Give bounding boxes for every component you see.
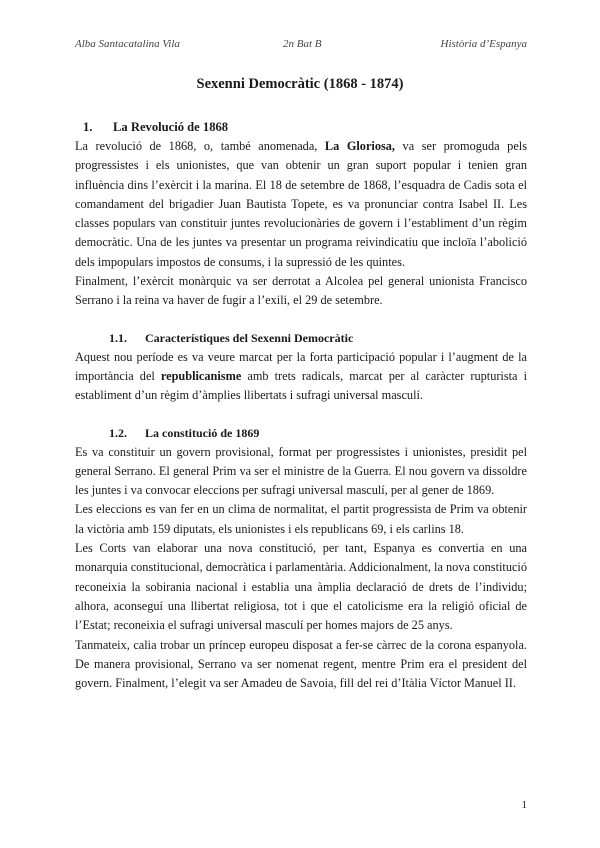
subsection-title: La constitució de 1869 xyxy=(145,425,260,440)
paragraph xyxy=(75,137,527,272)
paragraph: Tanmateix, calia trobar un príncep europeu disposat a fer-se càrrec de la corona espanyola. De manera provisional, Serrano va ser nomenat regent, mentre Prim era el president del govern. Finalment, l’elegit va ser Amadeu de Savoia, fill del rei d’Itàlia Víctor Manuel II. xyxy=(75,637,527,691)
subsection-number: 1.2. xyxy=(109,425,127,440)
paragraph: Les Corts van elaborar una nova constitució, per tant, Espanya es convertia en una monarquia constitucional, democràtica i parlamentària. Addicionalment, la nova constitució reconeixia la sobirania nacional i establia una àmplia declaració de drets de l’individu; alhora, aconseguí una llibertat religiosa, tot i que el catolicisme era la religió oficial de l’Estat; reconeixia el sufragi universal masculí per homes majors de 25 anys. xyxy=(75,541,527,633)
header-author: Alba Santacatalina Vila xyxy=(75,38,180,50)
header-course: 2n Bat B xyxy=(283,38,322,50)
page-header xyxy=(75,38,527,52)
paragraph: Es va constituir un govern provisional, format per progressistes i unionistes, presidit pel general Serrano. El general Prim va ser el ministre de la Guerra. El nou govern va dissoldre les juntes i va convocar eleccions per sufragi universal masculí, per al gener de 1869. xyxy=(75,444,527,498)
subsection-heading xyxy=(75,329,527,348)
section-title: La Revolució de 1868 xyxy=(113,120,229,134)
subsection-number: 1.1. xyxy=(109,330,127,345)
subsection-heading xyxy=(75,424,527,443)
paragraph: Les eleccions es van fer en un clima de normalitat, el partit progressista de Prim va obtenir la victòria amb 159 diputats, els unionistes i els republicans 69, i els carlins 18. xyxy=(75,502,527,536)
header-subject: Història d’Espanya xyxy=(440,38,527,50)
subsection-title: Característiques del Sexenni Democràtic xyxy=(145,330,354,345)
paragraph: Finalment, l’exèrcit monàrquic va ser derrotat a Alcolea pel general unionista Francisco Serrano i la reina va haver de fugir a l’exili, el 29 de setembre. xyxy=(75,274,527,308)
text-run: Aquest nou període es va veure marcat per la forta participació popular i l’augment de la importància del xyxy=(75,349,527,383)
bold-term: La Gloriosa, xyxy=(324,139,395,153)
document-title: Sexenni Democràtic (1868 - 1874) xyxy=(196,76,404,92)
text-run: La revolució de 1868, o, també anomenada, xyxy=(75,139,325,153)
document-body xyxy=(75,118,527,693)
bold-term: republicanisme xyxy=(160,368,242,383)
text-run: amb trets radicals, marcat per al caràcter rupturista i establiment d’un règim d’àmplies llibertats i sufragi universal masculí. xyxy=(75,368,527,403)
section-heading xyxy=(75,118,527,137)
page-number: 1 xyxy=(521,799,527,811)
text-run: va ser promoguda pels progressistes i els unionistes, que van obtenir un gran suport popular i tenien gran influència dins l’exèrcit i la marina. El 18 de setembre de 1868, l’esquadra de Cadis sota el comandament del brigadier Juan Bautista Topete, es va pronunciar contra Isabel II. Les classes populars van constituir juntes revolucionàries de govern i l’establiment d’un règim democràtic. Una de les juntes va presentar un programa reivindicatiu que incloïa l’abolició dels impopulars impostos de consums, i la supressió de les quintes. xyxy=(75,139,527,269)
section-number: 1. xyxy=(83,120,93,134)
paragraph xyxy=(75,348,527,406)
